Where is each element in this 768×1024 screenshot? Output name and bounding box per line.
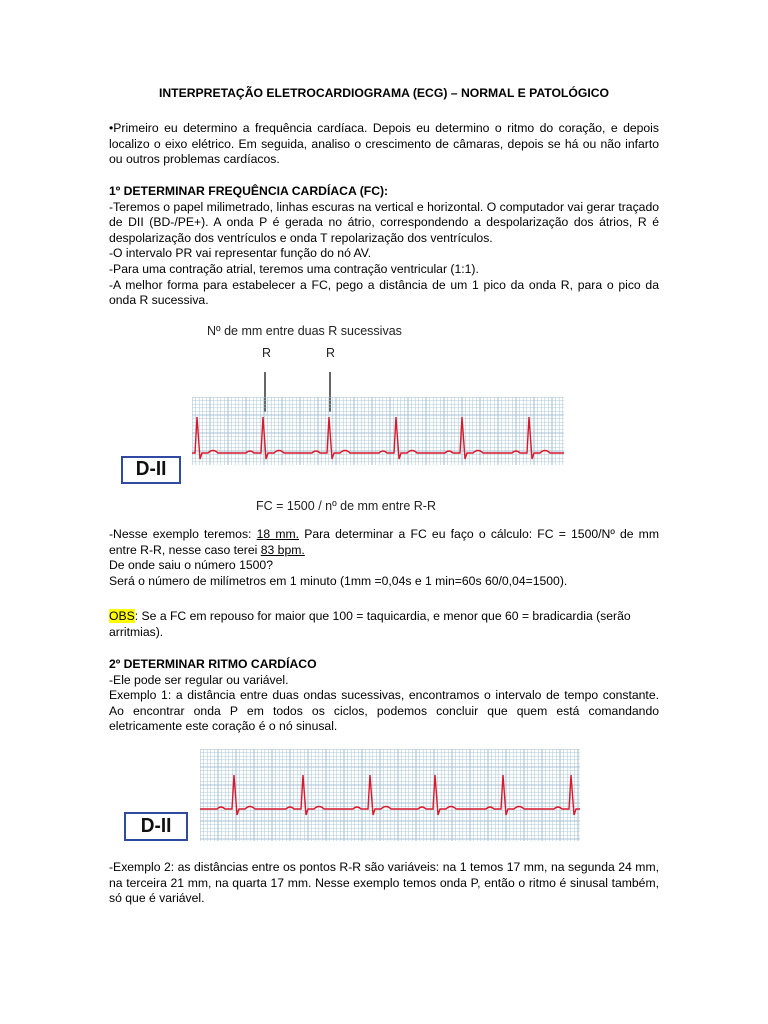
section-1-heading: 1º DETERMINAR FREQUÊNCIA CARDÍACA (FC): (109, 184, 389, 198)
lead-label-box: D-II (121, 456, 181, 484)
section-2 (109, 657, 659, 735)
section-1-line: -A melhor forma para estabelecer a FC, pego a distância de um 1 pico da onda R, para o pico da onda R sucessiva. (109, 277, 659, 308)
section-1-line: -Teremos o papel milimetrado, linhas escuras na vertical e horizontal. O computador vai gerar traçado de DII (BD-/PE+). A onda P é gerada no átrio, correspondendo a despolarização dos átrios, R é despolarização dos ventrículos e onda T repolarização dos ventrículos. (109, 199, 659, 245)
example-line: -Nesse exemplo teremos: 18 mm. Para determinar a FC eu faço o cálculo: FC = 1500/Nº de mm entre R-R, nesse caso terei 83 bpm. (109, 527, 659, 557)
r-label: R (262, 346, 272, 360)
section-2-heading: 2º DETERMINAR RITMO CARDÍACO (109, 657, 317, 671)
ecg-strip-2 (200, 749, 580, 841)
section-1-line: -Para uma contração atrial, teremos uma contração ventricular (1:1). (109, 261, 479, 276)
section-1 (109, 184, 659, 309)
page-title: INTERPRETAÇÃO ELETROCARDIOGRAMA (ECG) – NORMAL E PATOLÓGICO (158, 86, 610, 100)
ecg-grid (200, 749, 580, 841)
example-line: Será o número de milímetros em 1 minuto (1mm =0,04s e 1 min=60s 60/0,04=1500). (109, 573, 568, 588)
r-label: R (326, 346, 336, 360)
intro-paragraph: •Primeiro eu determino a frequência cardíaca. Depois eu determino o ritmo do coração, e depois localizo o eixo elétrico. Em seguida, analiso o crescimento de câmaras, depois se há ou não infarto ou outros problemas cardíacos. (109, 121, 659, 167)
obs-note: OBS: Se a FC em repouso for maior que 100 = taquicardia, e menor que 60 = bradicardia (serão arritmias). (109, 609, 631, 639)
ecg-grid (192, 397, 564, 465)
section-2-line: -Ele pode ser regular ou variável. (109, 672, 289, 687)
figure-1-caption: Nº de mm entre duas R sucessivas (207, 324, 402, 338)
example-line: De onde saiu o número 1500? (109, 558, 273, 573)
formula: FC = 1500 / nº de mm entre R-R (256, 499, 436, 513)
lead-label-box: D-II (124, 812, 188, 841)
example-2: -Exemplo 2: as distâncias entre os pontos R-R são variáveis: na 1 temos 17 mm, na segunda 24 mm, na terceira 21 mm, na quarta 17 mm. Nesse exemplo temos onda P, então o ritmo é sinusal também, só que é variável. (109, 860, 659, 906)
section-2-line: Exemplo 1: a distância entre duas ondas sucessivas, encontramos o intervalo de tempo constante. Ao encontrar onda P em todos os ciclos, podemos concluir que quem está comandando eletricamente este coração é o nó sinusal. (109, 688, 659, 734)
ecg-trace (200, 775, 580, 815)
ecg-strip-1 (192, 397, 564, 465)
obs-label: OBS (109, 609, 135, 623)
ecg-trace (192, 417, 564, 459)
example-1 (109, 527, 659, 589)
section-1-line: -O intervalo PR vai representar função do nó AV. (109, 246, 372, 261)
